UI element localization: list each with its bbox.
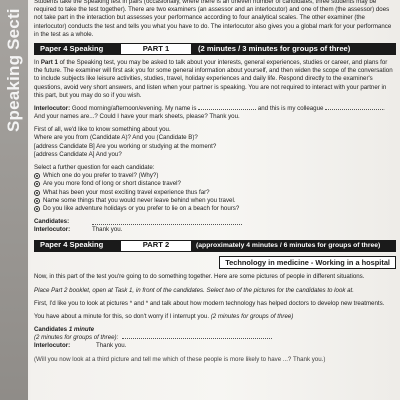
part2-candidates-time: 1 minute (67, 326, 95, 334)
part2-thank-you: Thank you. (96, 342, 127, 350)
candidates-blank (92, 220, 242, 225)
question-item (34, 197, 396, 205)
part2-first-line: First, I'd like you to look at pictures * and * and talk about how modern technology has helped doctors to develop new treatments. (34, 299, 385, 307)
part2-interlocutor-row (34, 342, 396, 350)
interlocutor-names-line: And your names are...? Could I have your mark sheets, please? Thank you. (34, 113, 240, 121)
interlocutor-greeting: Good morning/afternoon/evening. My name is (70, 104, 199, 112)
part1-first-lines (34, 126, 396, 159)
part2-minute-line (34, 313, 396, 321)
part1-header (34, 43, 396, 55)
thank-you-text: Thank you. (92, 226, 123, 234)
bullet-icon (34, 190, 40, 196)
part1-paper-label: Paper 4 Speaking (34, 43, 120, 55)
bullet-icon (34, 206, 40, 212)
bullet-icon (34, 173, 40, 179)
intro-paragraph: Students take the Speaking test in pairs (occasionally, where there is an uneven number of candidates, three students may be required to take the test together). There are two examiners (an assessor and an interlocutor) and one of them (the assessor) does not take part in the interaction but assesses your performance according to four analytical scales. The other examiner (the interlocutor) conducts the test and tells you what you have to do. The interlocutor also gives you a global mark for your performance in the test as a whole. (34, 0, 392, 38)
question-1: Are you more fond of long or short distance travel? (43, 180, 181, 188)
part2-candidates-label-block (34, 326, 96, 334)
part2-candidates-label: Candidates (34, 326, 68, 334)
question-item (34, 189, 396, 197)
question-item (34, 180, 396, 188)
question-0: Which one do you prefer to travel? (Why?) (43, 172, 159, 180)
select-question-text: Select a further question for each candidate: (34, 164, 155, 171)
part1-desc-prefix: In (34, 58, 41, 66)
part2-interlocutor-label: Interlocutor: (34, 342, 71, 350)
part2-candidates-blank (122, 334, 272, 339)
part1-time: (2 minutes / 3 minutes for groups of three) (192, 43, 396, 55)
bullet-icon (34, 181, 40, 187)
part2-header (34, 240, 396, 252)
interlocutor-colleague: and this is my colleague (256, 104, 326, 112)
interlocutor-label-2: Interlocutor: (34, 226, 71, 234)
first-line-1: Where are you from (Candidate A)? And you (Candidate B)? (34, 134, 198, 142)
part1-description (34, 59, 396, 100)
part2-candidates-groups-row (34, 334, 396, 342)
colleague-blank (325, 105, 383, 110)
part2-topic (34, 256, 396, 270)
question-item (34, 172, 396, 180)
part2-intro: Now, in this part of the test you're going to do something together. Here are some pictures of people in different situations. (34, 273, 365, 281)
part2-responses (34, 326, 396, 351)
part1-interlocutor-intro: Interlocutor: Good morning/afternoon/evening. My name is and this is my colleague . And your names are...? Could I have your mark sheets, please? Thank you. (34, 105, 396, 121)
candidates-row (34, 218, 396, 226)
part1-desc-bold: Part 1 (40, 58, 58, 66)
part2-paper-label: Paper 4 Speaking (34, 240, 120, 252)
side-tab-label: Speaking Secti (4, 8, 23, 132)
part1-number: PART 1 (120, 43, 192, 55)
topic-label: Technology in medicine - Working in a hospital (219, 256, 396, 270)
first-line-3: [address Candidate A] And you? (34, 150, 122, 158)
bullet-icon (34, 198, 40, 204)
minute-line-text: You have about a minute for this, so don't worry if I interrupt you. (34, 312, 211, 320)
part1-responses (34, 218, 396, 234)
part2-number: PART 2 (120, 240, 192, 252)
part2-candidates-row (34, 326, 396, 334)
minute-line-groups: (2 minutes for groups of three) (210, 312, 294, 320)
first-line-0: First of all, we'd like to know something about you. (34, 126, 171, 134)
question-2: What has been your most exciting travel experience thus far? (43, 188, 210, 196)
candidates-label: Candidates: (34, 218, 70, 226)
part2-candidates-groups: (2 minutes for groups of three): (34, 334, 119, 342)
section-side-tab (0, 0, 28, 400)
interlocutor-row (34, 226, 396, 234)
first-line-2: [address Candidate B] Are you working or studying at the moment? (34, 142, 217, 150)
part1-question-list (34, 164, 396, 213)
part1-desc-rest: of the Speaking test, you may be asked to talk about your interests, general experiences, studies or career, and plans for the future. The examiner will first ask you for some general information about yourself, and then widen the scope of the conversation to include subjects like leisure activities, studies, travel, holiday experiences and daily life. Respond directly to the examiner's questions, avoid very short answers, and listen when your partner is speaking. You are not required to interact with your partner in this part, but you may do so if you wish. (34, 58, 393, 99)
question-item (34, 205, 396, 213)
question-4: Do you like adventure holidays or you prefer to lie on a beach for hours? (43, 204, 240, 212)
page-content (34, 0, 396, 364)
question-3: Name some things that you would never leave behind when you travel. (43, 196, 236, 204)
interlocutor-label: Interlocutor: (34, 104, 71, 112)
name-blank (198, 105, 256, 110)
part2-cut-line: (Will you now look at a third picture and tell me which of these people is more likely to have ...? Thank you.) (34, 355, 326, 363)
part2-instruction: Place Part 2 booklet, open at Task 1, in front of the candidates. Select two of the pictures for the candidates to look at. (34, 286, 354, 294)
part2-time: (approximately 4 minutes / 6 minutes for groups of three) (192, 240, 396, 252)
